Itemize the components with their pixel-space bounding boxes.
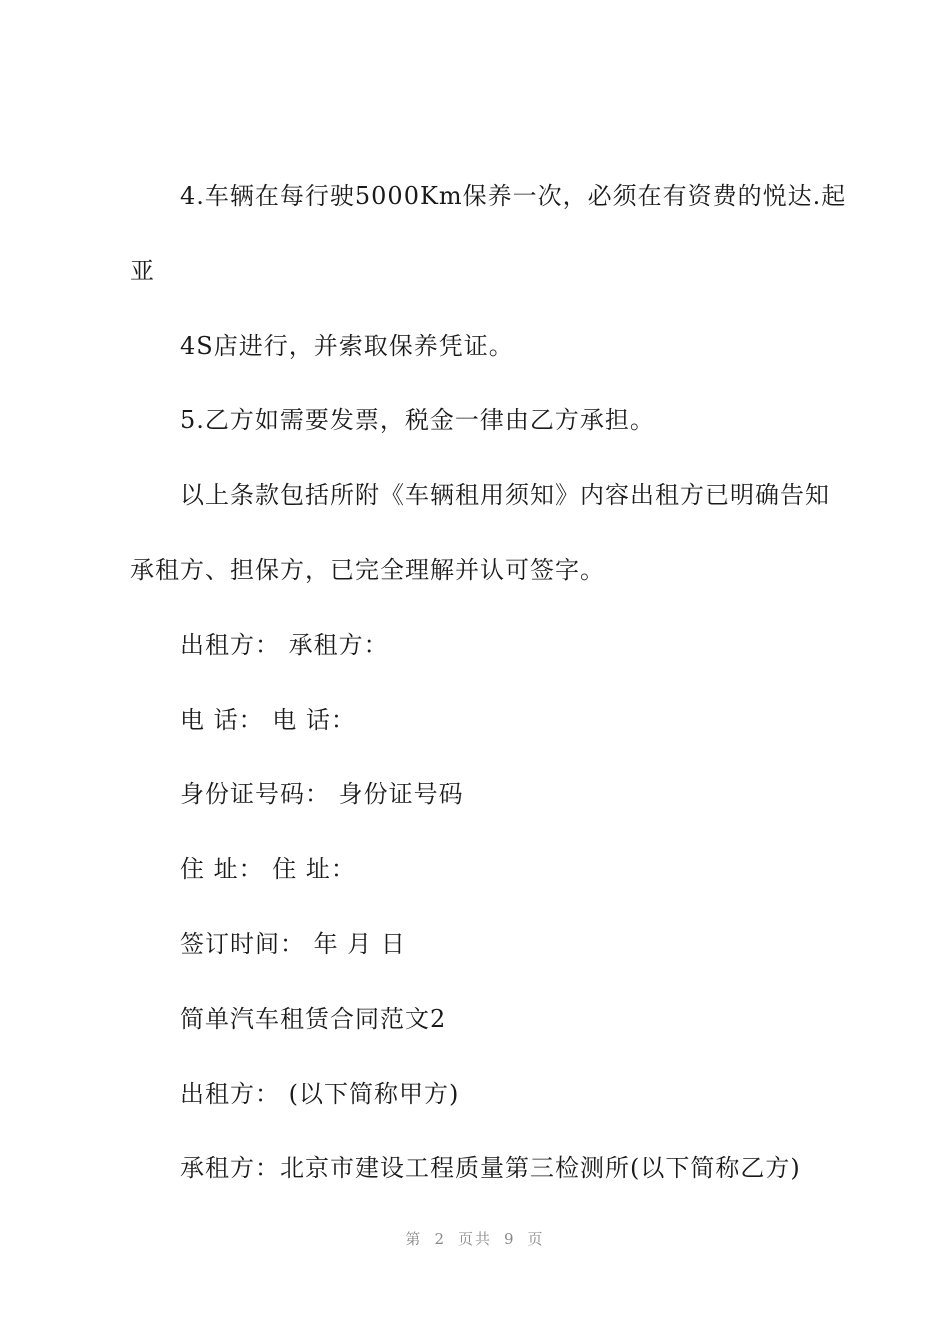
footer-total-pages: 9 (504, 1230, 516, 1248)
paragraph-line: 承租方、担保方，已完全理解并认可签字。 (130, 556, 605, 584)
signature-line-id-number: 身份证号码： 身份证号码 (180, 780, 464, 808)
footer-current-page: 2 (434, 1230, 446, 1248)
party-line-lessee: 承租方：北京市建设工程质量第三检测所(以下简称乙方) (180, 1154, 801, 1182)
paragraph-line: 5.乙方如需要发票，税金一律由乙方承担。 (180, 406, 655, 434)
signature-line-date: 签订时间： 年 月 日 (180, 930, 406, 958)
footer-prefix: 第 (405, 1230, 423, 1248)
signature-line-lessor-lessee: 出租方： 承租方： (180, 631, 389, 659)
party-line-lessor: 出租方： (以下简称甲方) (180, 1080, 460, 1108)
page-footer (0, 1228, 950, 1249)
footer-mid: 页共 (457, 1230, 492, 1248)
footer-suffix: 页 (527, 1230, 545, 1248)
signature-line-phone: 电 话： 电 话： (180, 706, 356, 734)
section-title: 简单汽车租赁合同范文2 (180, 1005, 447, 1033)
paragraph-line: 4.车辆在每行驶5000Km保养一次，必须在有资费的悦达.起 (180, 182, 847, 210)
signature-line-address: 住 址： 住 址： (180, 855, 356, 883)
paragraph-line: 以上条款包括所附《车辆租用须知》内容出租方已明确告知 (180, 481, 830, 509)
paragraph-line: 亚 (130, 257, 155, 285)
paragraph-line: 4S店进行，并索取保养凭证。 (180, 332, 514, 360)
